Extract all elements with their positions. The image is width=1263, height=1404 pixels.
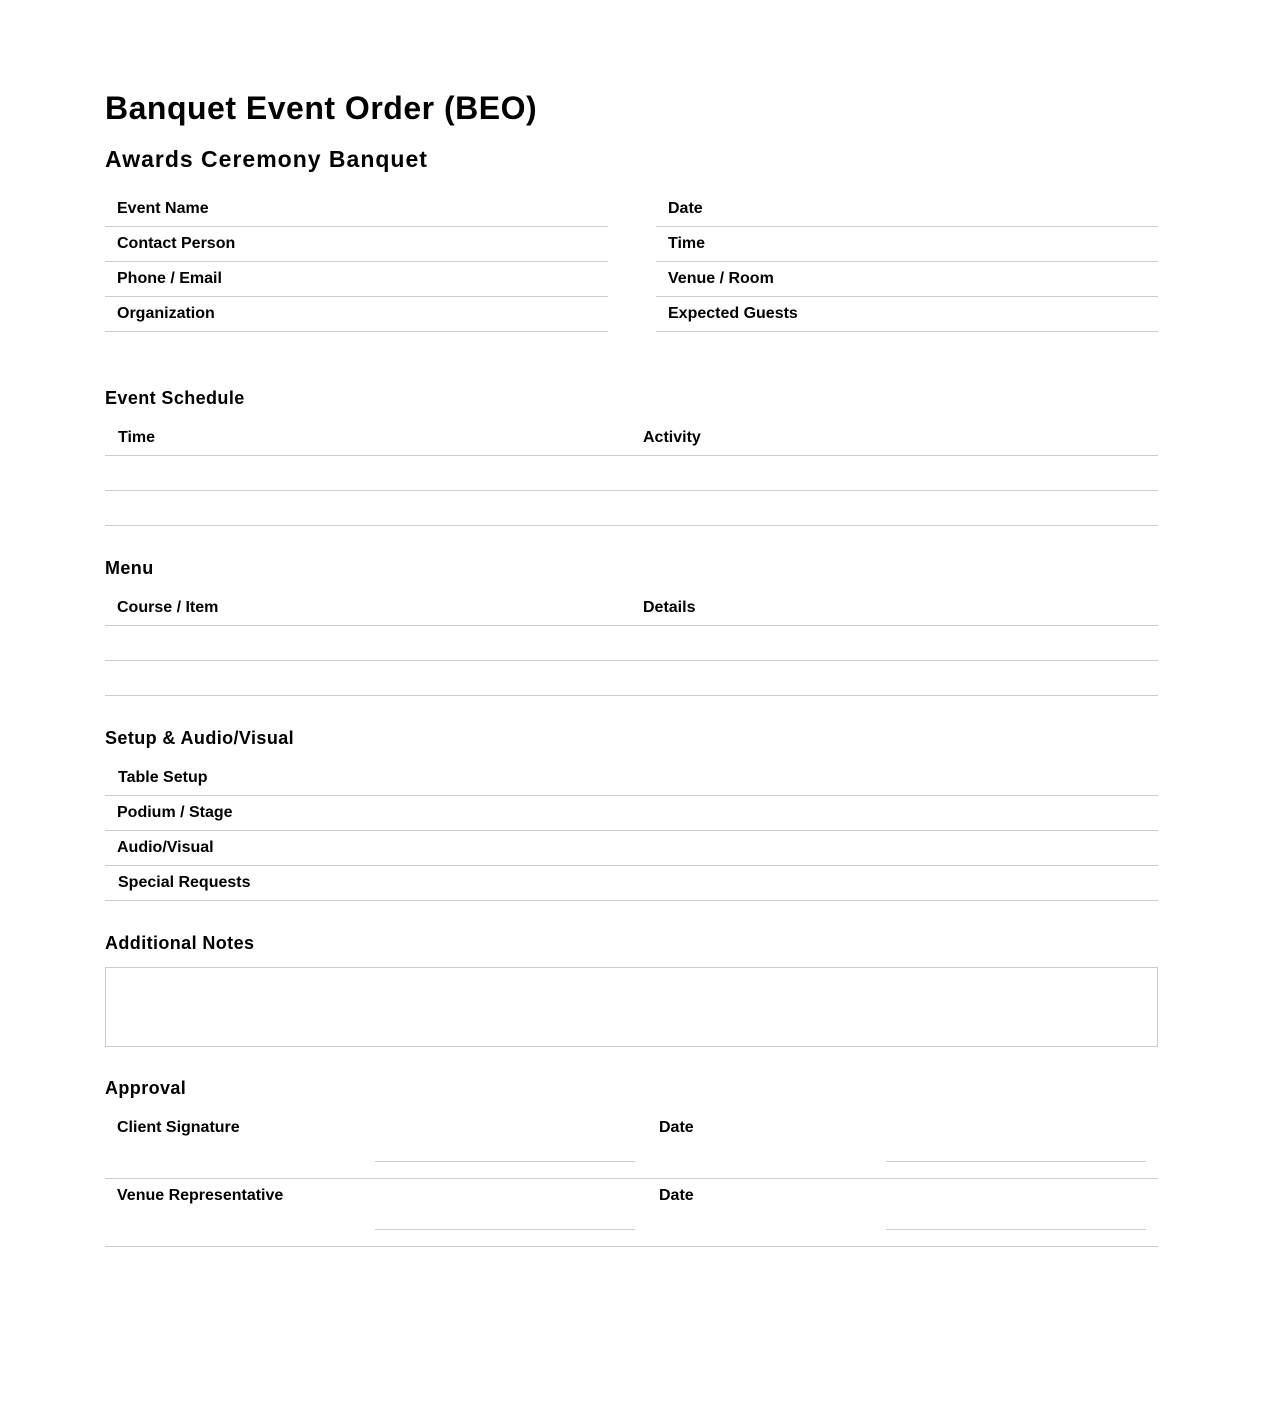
section-title-menu: Menu: [105, 558, 154, 578]
field-time[interactable]: [656, 227, 1158, 262]
approval-row-client: [105, 1111, 1158, 1179]
additional-notes-textarea[interactable]: [105, 967, 1158, 1047]
client-date-line[interactable]: [886, 1161, 1146, 1162]
event-subtitle: Awards Ceremony Banquet: [105, 146, 428, 172]
field-venue-room[interactable]: [656, 262, 1158, 297]
table-row[interactable]: [105, 491, 1158, 526]
field-label: Contact Person: [117, 235, 236, 252]
table-header-row: [105, 421, 1158, 456]
field-label: Table Setup: [118, 769, 208, 786]
menu-table: [105, 591, 1158, 696]
table-row[interactable]: [105, 626, 1158, 661]
client-signature-line[interactable]: [375, 1161, 635, 1162]
section-title-approval: Approval: [105, 1078, 187, 1098]
event-info-left: [105, 192, 608, 332]
section-title-notes: Additional Notes: [105, 933, 255, 953]
date-label: Date: [659, 1119, 694, 1136]
field-podium-stage[interactable]: [105, 796, 1158, 831]
table-row[interactable]: [105, 661, 1158, 696]
approval-table: [105, 1111, 1158, 1247]
page-title: Banquet Event Order (BEO): [105, 90, 538, 126]
field-label: Organization: [117, 305, 215, 322]
field-label: Venue / Room: [668, 270, 774, 287]
field-expected-guests[interactable]: [656, 297, 1158, 332]
section-title-schedule: Event Schedule: [105, 388, 245, 408]
field-label: Event Name: [117, 200, 209, 217]
column-header-details: Details: [643, 599, 696, 616]
field-phone-email[interactable]: [105, 262, 608, 297]
field-label: Audio/Visual: [117, 839, 214, 856]
field-label: Date: [668, 200, 703, 217]
approval-row-venue: [105, 1179, 1158, 1247]
column-header-activity: Activity: [643, 429, 701, 446]
table-row[interactable]: [105, 456, 1158, 491]
venue-signature-line[interactable]: [375, 1229, 635, 1230]
field-label: Time: [668, 235, 706, 252]
section-title-setup: Setup & Audio/Visual: [105, 728, 295, 748]
signature-label: Client Signature: [117, 1119, 240, 1136]
venue-date-line[interactable]: [886, 1229, 1146, 1230]
field-event-name[interactable]: [105, 192, 608, 227]
schedule-table: [105, 421, 1158, 526]
field-organization[interactable]: [105, 297, 608, 332]
field-table-setup[interactable]: [105, 761, 1158, 796]
signature-label: Venue Representative: [117, 1187, 284, 1204]
field-special-requests[interactable]: [105, 866, 1158, 901]
field-label: Phone / Email: [117, 270, 222, 287]
column-header-course: Course / Item: [117, 599, 219, 616]
table-header-row: [105, 591, 1158, 626]
field-audio-visual[interactable]: [105, 831, 1158, 866]
field-label: Expected Guests: [668, 305, 798, 322]
event-info-right: [656, 192, 1158, 332]
column-header-time: Time: [118, 429, 156, 446]
date-label: Date: [659, 1187, 694, 1204]
setup-table: [105, 761, 1158, 901]
field-contact-person[interactable]: [105, 227, 608, 262]
field-label: Special Requests: [118, 874, 251, 891]
field-date[interactable]: [656, 192, 1158, 227]
field-label: Podium / Stage: [117, 804, 233, 821]
